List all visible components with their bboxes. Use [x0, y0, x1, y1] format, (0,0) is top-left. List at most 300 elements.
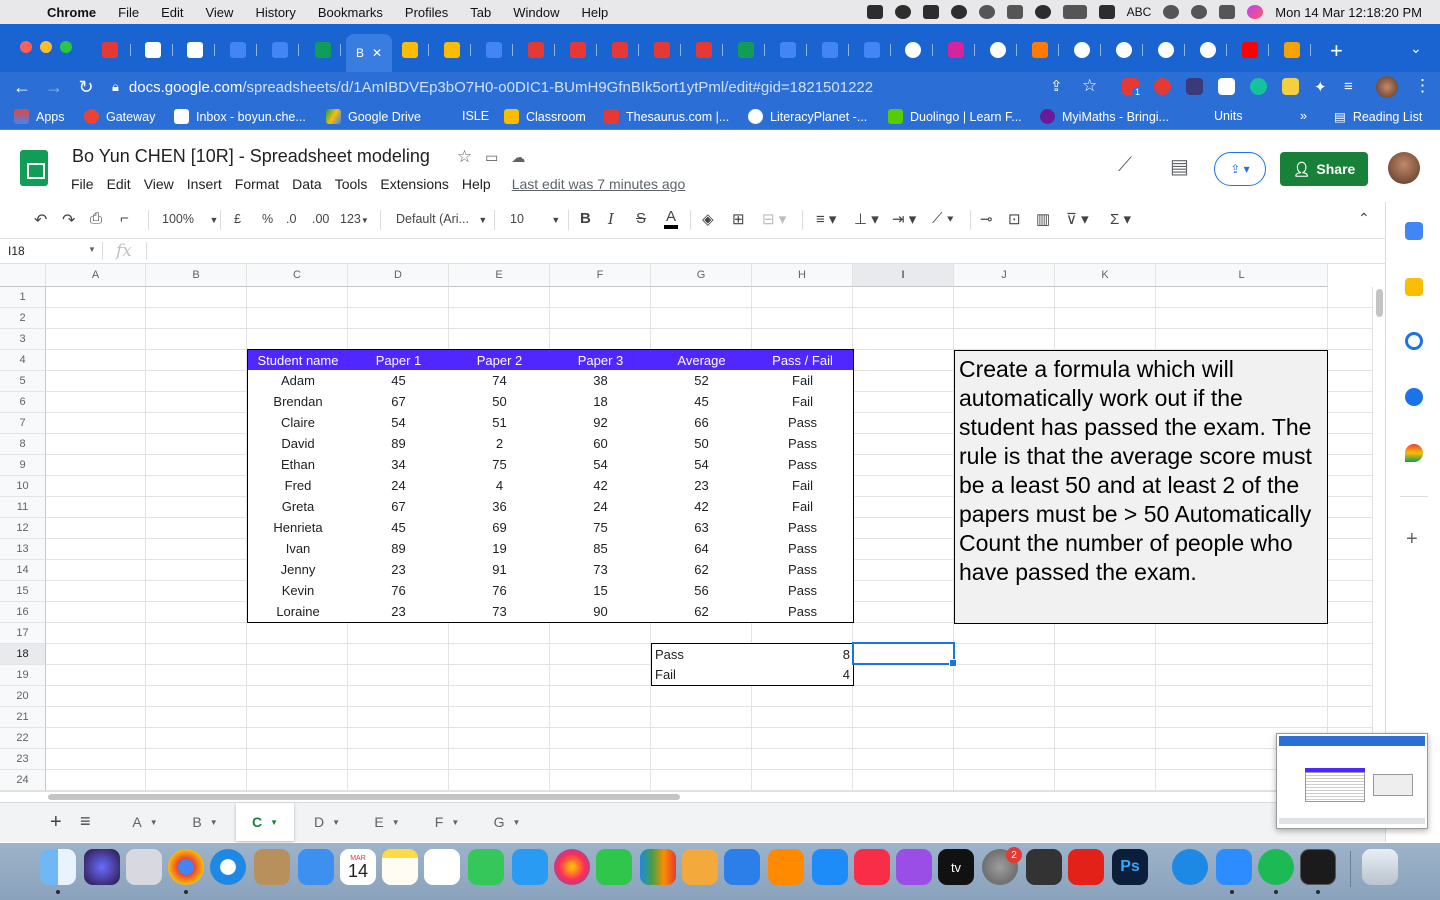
row-header-13[interactable]: 13: [0, 539, 46, 560]
menu-file[interactable]: File: [118, 4, 140, 20]
chevron-down-icon[interactable]: ▼: [149, 817, 158, 827]
back-arrow-icon[interactable]: ←: [13, 76, 31, 97]
row-header-12[interactable]: 12: [0, 518, 46, 539]
table-cell[interactable]: 42: [651, 496, 753, 518]
table-cell[interactable]: 62: [651, 601, 753, 623]
all-sheets-button[interactable]: ≡: [80, 811, 91, 831]
bookmark-myimaths[interactable]: [1040, 109, 1169, 124]
column-header-B[interactable]: B: [146, 264, 247, 287]
table-cell[interactable]: 67: [348, 391, 450, 413]
tab-google-icon[interactable]: [905, 42, 921, 58]
extension-icon[interactable]: [1154, 78, 1171, 95]
nvidia-icon[interactable]: [923, 5, 939, 19]
active-tab[interactable]: [346, 34, 392, 72]
bookmark-google-drive[interactable]: [326, 109, 421, 124]
bookmarks-overflow[interactable]: [1300, 109, 1307, 123]
insert-comment-icon[interactable]: ⊡: [1008, 211, 1021, 228]
selected-cell-I18[interactable]: [852, 642, 955, 665]
column-header-L[interactable]: L: [1156, 264, 1328, 287]
row-header-23[interactable]: 23: [0, 749, 46, 770]
tab-gmail-icon[interactable]: [145, 42, 161, 58]
text-rotate-icon[interactable]: ⟋ ▾: [932, 210, 954, 227]
apple-tv-icon[interactable]: [938, 849, 974, 885]
get-addons-plus-icon[interactable]: +: [1406, 528, 1418, 550]
time-machine-icon[interactable]: [1191, 5, 1207, 19]
chevron-down-icon[interactable]: ▼: [391, 817, 400, 827]
tab-slides-icon[interactable]: [402, 42, 418, 58]
more-formats-button[interactable]: [340, 212, 369, 226]
trash-icon[interactable]: [1362, 849, 1398, 885]
table-cell[interactable]: 24: [550, 496, 652, 518]
row-header-7[interactable]: 7: [0, 413, 46, 434]
chrome-menu-icon[interactable]: ⋮: [1414, 76, 1431, 95]
table-cell[interactable]: 42: [550, 475, 652, 497]
bookmark-isle[interactable]: [462, 109, 489, 123]
select-all-corner[interactable]: [0, 264, 46, 287]
sheet-tab-B[interactable]: [176, 803, 234, 841]
tab-gateway-icon[interactable]: [102, 42, 118, 58]
window-thumbnail-preview[interactable]: [1276, 733, 1428, 829]
table-cell[interactable]: 23: [651, 475, 753, 497]
sheet-tab-D[interactable]: [298, 803, 356, 841]
column-header-A[interactable]: A: [46, 264, 146, 287]
table-cell[interactable]: Pass: [752, 601, 854, 623]
row-header-14[interactable]: 14: [0, 560, 46, 581]
table-cell[interactable]: 76: [348, 580, 450, 602]
tab-google-icon[interactable]: [1158, 42, 1174, 58]
table-cell[interactable]: Claire: [247, 412, 349, 434]
input-source-icon[interactable]: [1099, 5, 1115, 19]
sheets-menu-tools[interactable]: Tools: [334, 176, 368, 192]
chevron-down-icon[interactable]: ▼: [209, 817, 218, 827]
formula-input[interactable]: [150, 241, 1370, 261]
table-cell[interactable]: 60: [550, 433, 652, 455]
table-cell[interactable]: Adam: [247, 370, 349, 392]
column-header-I[interactable]: I: [853, 264, 954, 287]
screen-record-icon[interactable]: [867, 5, 883, 19]
row-header-10[interactable]: 10: [0, 476, 46, 497]
finder-icon[interactable]: [40, 849, 76, 885]
safari-icon[interactable]: [210, 849, 246, 885]
table-cell[interactable]: Pass: [752, 517, 854, 539]
table-cell[interactable]: 54: [550, 454, 652, 476]
increase-decimal-button[interactable]: .00: [312, 212, 330, 226]
tab-contacts-icon[interactable]: [230, 42, 246, 58]
row-header-17[interactable]: 17: [0, 623, 46, 644]
currency-format-button[interactable]: £: [234, 212, 241, 226]
sheets-menu-data[interactable]: Data: [292, 176, 322, 192]
table-header-cell[interactable]: Average: [651, 349, 753, 371]
table-cell[interactable]: Loraine: [247, 601, 349, 623]
summary-value-cell[interactable]: 8: [752, 643, 854, 665]
calendar-icon[interactable]: [1405, 222, 1423, 240]
comments-icon[interactable]: ▤: [1170, 156, 1189, 178]
table-cell[interactable]: 92: [550, 412, 652, 434]
undo-icon[interactable]: ↶: [34, 212, 48, 229]
table-cell[interactable]: 73: [449, 601, 551, 623]
calculator-icon[interactable]: [1026, 849, 1062, 885]
table-cell[interactable]: Henrieta: [247, 517, 349, 539]
star-icon[interactable]: ☆: [456, 147, 473, 166]
row-header-20[interactable]: 20: [0, 686, 46, 707]
table-cell[interactable]: 34: [348, 454, 450, 476]
table-cell[interactable]: 56: [651, 580, 753, 602]
table-cell[interactable]: 63: [651, 517, 753, 539]
text-wrap-icon[interactable]: ⇥ ▾: [892, 211, 917, 228]
chevron-down-icon[interactable]: ▼: [332, 817, 341, 827]
sheets-menu-help[interactable]: Help: [461, 176, 491, 192]
mail-icon[interactable]: [298, 849, 334, 885]
menu-help[interactable]: Help: [581, 4, 609, 20]
tab-google-icon[interactable]: [990, 42, 1006, 58]
sheets-menu-view[interactable]: View: [143, 176, 174, 192]
horizontal-align-icon[interactable]: ≡ ▾: [816, 211, 837, 228]
sheets-menu-format[interactable]: Format: [234, 176, 280, 192]
check-status-icon[interactable]: [951, 5, 967, 19]
extension-icon[interactable]: [1186, 78, 1203, 95]
cloud-saved-icon[interactable]: ☁︎: [511, 149, 526, 165]
window-zoom-button[interactable]: [60, 41, 72, 53]
table-cell[interactable]: 50: [651, 433, 753, 455]
last-edit-link[interactable]: Last edit was 7 minutes ago: [511, 176, 686, 192]
menu-window[interactable]: Window: [513, 4, 560, 20]
input-source-label[interactable]: ABC: [1126, 5, 1152, 19]
tab-google-icon[interactable]: [1116, 42, 1132, 58]
chevron-down-icon[interactable]: ▼: [451, 817, 460, 827]
window-minimize-button[interactable]: [40, 41, 52, 53]
sheet-tab-E[interactable]: [358, 803, 416, 841]
row-header-3[interactable]: 3: [0, 329, 46, 350]
bluetooth-icon[interactable]: [1007, 5, 1023, 19]
spotify-icon[interactable]: [1258, 849, 1294, 885]
vertical-align-icon[interactable]: ⊥ ▾: [854, 211, 879, 228]
zoom-select[interactable]: [162, 212, 218, 226]
table-cell[interactable]: Jenny: [247, 559, 349, 581]
horizontal-scrollbar[interactable]: [0, 791, 1385, 802]
profile-avatar[interactable]: [1376, 76, 1398, 98]
table-cell[interactable]: Ivan: [247, 538, 349, 560]
bookmark-gateway[interactable]: [84, 109, 155, 124]
reload-icon[interactable]: ↻: [78, 76, 94, 97]
row-header-19[interactable]: 19: [0, 665, 46, 686]
functions-sigma-icon[interactable]: Σ ▾: [1110, 211, 1131, 228]
redo-icon[interactable]: ↷: [62, 212, 76, 229]
table-cell[interactable]: 36: [449, 496, 551, 518]
tab-youtube-icon[interactable]: [1242, 42, 1258, 58]
sheets-menu-insert[interactable]: Insert: [186, 176, 222, 192]
table-cell[interactable]: 52: [651, 370, 753, 392]
sheets-menu-edit[interactable]: Edit: [106, 176, 131, 192]
column-header-G[interactable]: G: [651, 264, 752, 287]
bookmark-literacyplanet[interactable]: [748, 109, 867, 124]
table-cell[interactable]: Pass: [752, 412, 854, 434]
share-button[interactable]: [1280, 152, 1368, 186]
menu-edit[interactable]: Edit: [161, 4, 184, 20]
zoom-icon[interactable]: [1216, 849, 1252, 885]
horizontal-scroll-thumb[interactable]: [48, 794, 680, 800]
tab-bookcreator-icon[interactable]: [315, 42, 331, 58]
table-cell[interactable]: Fail: [752, 496, 854, 518]
table-cell[interactable]: 15: [550, 580, 652, 602]
table-cell[interactable]: 45: [651, 391, 753, 413]
tab-gateway-icon[interactable]: [654, 42, 670, 58]
filter-icon[interactable]: ⊽ ▾: [1066, 211, 1089, 228]
skype-icon[interactable]: [1172, 849, 1208, 885]
table-cell[interactable]: Kevin: [247, 580, 349, 602]
table-cell[interactable]: 2: [449, 433, 551, 455]
table-cell[interactable]: Greta: [247, 496, 349, 518]
grammarly-icon[interactable]: [1250, 78, 1267, 95]
table-cell[interactable]: 38: [550, 370, 652, 392]
strikethrough-button[interactable]: S: [636, 210, 647, 227]
extension-icon[interactable]: [1282, 78, 1299, 95]
siri-icon[interactable]: [84, 849, 120, 885]
move-folder-icon[interactable]: ▭: [485, 149, 499, 165]
photos-icon[interactable]: [554, 849, 590, 885]
info-icon[interactable]: [979, 5, 995, 19]
table-cell[interactable]: 51: [449, 412, 551, 434]
row-header-11[interactable]: 11: [0, 497, 46, 518]
tab-gmail-icon[interactable]: [187, 42, 203, 58]
italic-button[interactable]: I: [608, 210, 614, 228]
chevron-down-icon[interactable]: ▼: [270, 817, 279, 827]
app-store-icon[interactable]: [812, 849, 848, 885]
table-cell[interactable]: 69: [449, 517, 551, 539]
fill-color-icon[interactable]: ◈: [702, 211, 714, 228]
column-header-E[interactable]: E: [449, 264, 550, 287]
table-header-cell[interactable]: Paper 1: [348, 349, 450, 371]
spotlight-search-icon[interactable]: [1163, 5, 1179, 19]
tab-clickup-icon[interactable]: [1032, 42, 1048, 58]
spreadsheet-grid[interactable]: [0, 264, 1372, 791]
share-page-icon[interactable]: ⇪: [1050, 78, 1063, 95]
table-header-cell[interactable]: Paper 2: [449, 349, 551, 371]
launchpad-icon[interactable]: [126, 849, 162, 885]
table-cell[interactable]: 45: [348, 370, 450, 392]
table-cell[interactable]: 73: [550, 559, 652, 581]
bookmark-classroom[interactable]: [504, 109, 586, 124]
tab-docs-icon[interactable]: [486, 42, 502, 58]
table-cell[interactable]: 89: [348, 433, 450, 455]
table-cell[interactable]: 89: [348, 538, 450, 560]
pages-icon[interactable]: [682, 849, 718, 885]
insert-chart-icon[interactable]: ▥: [1036, 211, 1051, 228]
table-cell[interactable]: 75: [449, 454, 551, 476]
row-header-2[interactable]: 2: [0, 308, 46, 329]
sheets-menu-extensions[interactable]: Extensions: [380, 176, 449, 192]
column-header-H[interactable]: H: [752, 264, 853, 287]
table-cell[interactable]: 66: [651, 412, 753, 434]
table-cell[interactable]: 24: [348, 475, 450, 497]
borders-icon[interactable]: ⊞: [732, 211, 745, 228]
close-tab-icon[interactable]: ✕: [371, 46, 383, 60]
bookmark-duolingo[interactable]: [888, 109, 1022, 124]
decrease-decimal-button[interactable]: .0: [286, 212, 297, 226]
table-cell[interactable]: Pass: [752, 580, 854, 602]
numbers-icon[interactable]: [640, 849, 676, 885]
table-cell[interactable]: 45: [348, 517, 450, 539]
table-header-cell[interactable]: Paper 3: [550, 349, 652, 371]
bookmark-inbox[interactable]: [174, 109, 306, 124]
contacts-icon[interactable]: [1405, 388, 1423, 406]
notes-icon[interactable]: [382, 849, 418, 885]
extension-icon[interactable]: [1218, 78, 1235, 95]
table-cell[interactable]: 23: [348, 601, 450, 623]
menu-view[interactable]: View: [205, 4, 234, 20]
row-header-5[interactable]: 5: [0, 371, 46, 392]
menu-profiles[interactable]: Profiles: [404, 4, 449, 20]
document-title[interactable]: [72, 146, 525, 167]
font-size-select[interactable]: [510, 212, 560, 226]
vertical-scroll-thumb[interactable]: [1376, 289, 1383, 317]
table-cell[interactable]: Pass: [752, 538, 854, 560]
row-header-15[interactable]: 15: [0, 581, 46, 602]
column-header-K[interactable]: K: [1055, 264, 1156, 287]
extensions-puzzle-icon[interactable]: ✦: [1314, 79, 1327, 96]
vertical-scrollbar[interactable]: [1372, 287, 1385, 791]
reading-list-button[interactable]: [1334, 109, 1422, 124]
table-cell[interactable]: 85: [550, 538, 652, 560]
table-cell[interactable]: Fred: [247, 475, 349, 497]
tab-instagram-icon[interactable]: [948, 42, 964, 58]
row-header-9[interactable]: 9: [0, 455, 46, 476]
bookmark-units[interactable]: [1214, 109, 1242, 123]
tab-docs-icon[interactable]: [822, 42, 838, 58]
row-header-4[interactable]: 4: [0, 350, 46, 371]
sheets-menu-file[interactable]: File: [71, 176, 94, 192]
photoshop-icon[interactable]: [1112, 849, 1148, 885]
table-cell[interactable]: 23: [348, 559, 450, 581]
activity-monitor-icon[interactable]: [1300, 849, 1336, 885]
tab-gateway-icon[interactable]: [696, 42, 712, 58]
reminders-icon[interactable]: [424, 849, 460, 885]
text-color-button[interactable]: A: [664, 208, 678, 229]
app-menu-chrome[interactable]: Chrome: [47, 4, 97, 20]
tab-gateway-icon[interactable]: [612, 42, 628, 58]
keep-icon[interactable]: [1405, 278, 1423, 296]
table-cell[interactable]: 19: [449, 538, 551, 560]
table-cell[interactable]: Fail: [752, 370, 854, 392]
table-cell[interactable]: 76: [449, 580, 551, 602]
row-header-6[interactable]: 6: [0, 392, 46, 413]
messages-icon[interactable]: [468, 849, 504, 885]
row-header-21[interactable]: 21: [0, 707, 46, 728]
table-header-cell[interactable]: Pass / Fail: [752, 349, 854, 371]
sheets-logo-icon[interactable]: [20, 150, 48, 186]
app-icon[interactable]: [512, 849, 548, 885]
sheet-tab-A[interactable]: [116, 803, 174, 841]
tasks-icon[interactable]: [1405, 332, 1423, 350]
paint-format-icon[interactable]: ⌐: [120, 210, 129, 227]
maps-icon[interactable]: [1405, 444, 1423, 462]
table-cell[interactable]: 50: [449, 391, 551, 413]
table-cell[interactable]: 75: [550, 517, 652, 539]
tab-google-icon[interactable]: [1074, 42, 1090, 58]
window-close-button[interactable]: [20, 41, 32, 53]
table-cell[interactable]: 67: [348, 496, 450, 518]
tab-gateway-icon[interactable]: [528, 42, 544, 58]
column-header-C[interactable]: C: [247, 264, 348, 287]
column-header-D[interactable]: D: [348, 264, 449, 287]
tab-search-chevron-icon[interactable]: ⌄: [1410, 40, 1422, 56]
menu-bookmarks[interactable]: Bookmarks: [317, 4, 383, 20]
address-bar[interactable]: [112, 72, 873, 102]
table-cell[interactable]: Ethan: [247, 454, 349, 476]
table-cell[interactable]: Pass: [752, 559, 854, 581]
collapse-toolbar-chevron-up-icon[interactable]: ⌃: [1358, 210, 1370, 226]
name-box-chevron-icon[interactable]: ▼: [88, 245, 96, 254]
summary-value-cell[interactable]: 4: [752, 664, 854, 686]
activity-trend-icon[interactable]: ⟋: [1118, 154, 1132, 176]
table-cell[interactable]: Pass: [752, 454, 854, 476]
table-cell[interactable]: 54: [348, 412, 450, 434]
battery-icon[interactable]: [1063, 5, 1087, 19]
tab-sheets-icon[interactable]: [738, 42, 754, 58]
account-avatar[interactable]: [1388, 152, 1420, 184]
table-cell[interactable]: Brendan: [247, 391, 349, 413]
menu-tab[interactable]: Tab: [470, 4, 492, 20]
play-icon[interactable]: [1035, 5, 1051, 19]
print-icon[interactable]: ⎙: [90, 210, 103, 227]
creative-cloud-icon[interactable]: [895, 5, 911, 19]
tab-google-icon[interactable]: [1200, 42, 1216, 58]
chrome-icon[interactable]: [168, 849, 204, 885]
bookmark-apps[interactable]: [14, 109, 65, 124]
table-cell[interactable]: 54: [651, 454, 753, 476]
tab-blogger-icon[interactable]: [1284, 42, 1300, 58]
tab-docs-icon[interactable]: [272, 42, 288, 58]
summary-label-cell[interactable]: Pass: [651, 643, 753, 665]
acrobat-icon[interactable]: [1068, 849, 1104, 885]
music-icon[interactable]: [854, 849, 890, 885]
podcasts-icon[interactable]: [896, 849, 932, 885]
sheet-tab-G[interactable]: [478, 803, 536, 841]
table-cell[interactable]: 90: [550, 601, 652, 623]
bookmark-thesaurus[interactable]: [604, 109, 729, 124]
media-control-icon[interactable]: ≡: [1344, 78, 1353, 95]
table-cell[interactable]: 64: [651, 538, 753, 560]
facetime-icon[interactable]: [596, 849, 632, 885]
row-header-16[interactable]: 16: [0, 602, 46, 623]
column-header-J[interactable]: J: [954, 264, 1055, 287]
bookmark-star-icon[interactable]: ☆: [1082, 76, 1098, 95]
menubar-clock[interactable]: Mon 14 Mar 12:18:20 PM: [1275, 4, 1422, 20]
insert-link-icon[interactable]: ⊸: [980, 211, 993, 228]
siri-icon[interactable]: [1247, 5, 1263, 19]
document-title-text[interactable]: Bo Yun CHEN [10R] - Spreadsheet modeling: [72, 146, 430, 166]
table-cell[interactable]: Fail: [752, 475, 854, 497]
table-cell[interactable]: Fail: [752, 391, 854, 413]
name-box[interactable]: I18: [8, 244, 25, 258]
row-header-24[interactable]: 24: [0, 770, 46, 791]
bold-button[interactable]: B: [580, 210, 591, 227]
forward-arrow-icon[interactable]: →: [45, 76, 63, 97]
percent-format-button[interactable]: %: [262, 212, 274, 226]
table-cell[interactable]: 74: [449, 370, 551, 392]
tab-gateway-icon[interactable]: [570, 42, 586, 58]
menu-history[interactable]: History: [255, 4, 296, 20]
contacts-app-icon[interactable]: [254, 849, 290, 885]
merge-cells-icon[interactable]: ⊟ ▾: [762, 211, 787, 228]
tab-slides-icon[interactable]: [444, 42, 460, 58]
table-cell[interactable]: 62: [651, 559, 753, 581]
new-tab-button[interactable]: +: [1330, 38, 1343, 63]
add-sheet-button[interactable]: +: [50, 811, 62, 833]
row-header-8[interactable]: 8: [0, 434, 46, 455]
sheet-tab-C[interactable]: [236, 803, 294, 841]
keynote-icon[interactable]: [724, 849, 760, 885]
calendar-app-icon[interactable]: [340, 849, 376, 885]
